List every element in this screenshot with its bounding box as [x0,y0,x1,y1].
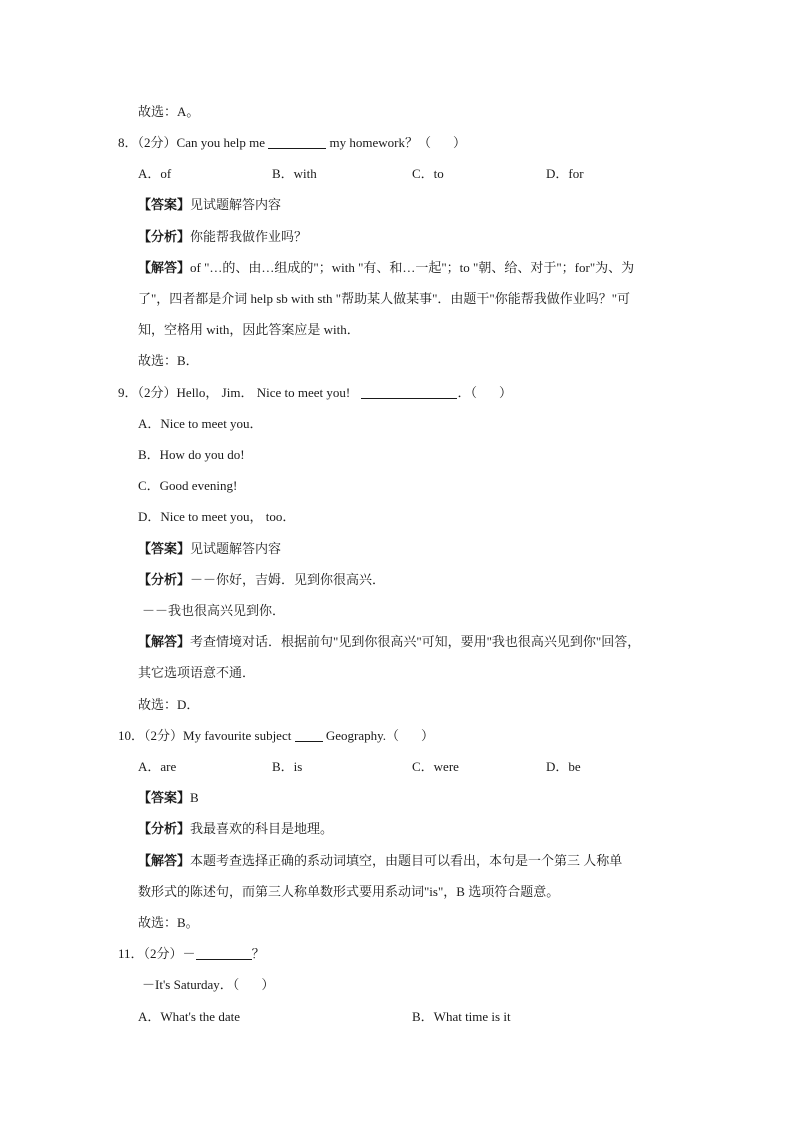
analysis-line [138,821,333,837]
answer-paren: ） [261,977,275,992]
solution-text: of "…的、由…组成的"；with "有、和…一起"；to "朝、给、对于"；for"为、为 [190,260,635,275]
question-11 [118,946,265,962]
analysis-text: 你能帮我做作业吗？ [190,229,308,244]
question-score: （2分） [137,385,177,400]
analysis-line [138,229,307,245]
answer-tag: 【答案】 [138,541,191,556]
question-score: （2分） [144,728,184,743]
solution-tag: 【解答】 [138,853,191,868]
analysis-line [138,572,385,588]
option-b: B．is [272,759,303,774]
fill-blank [268,136,326,149]
dialogue-line [142,977,274,993]
question-10 [118,728,434,744]
analysis-line: －－我也很高兴见到你． [142,603,286,618]
solution-line: 知，空格用 with，因此答案应是 with． [138,322,360,337]
answer-line [138,790,199,806]
question-8 [118,135,466,151]
answer-text: B [190,790,199,805]
analysis-text: －－你好，吉姆．见到你很高兴． [190,572,386,587]
dialogue-text: －It's Saturday．（ [142,977,240,992]
option-d: D．Nice to meet you， too． [138,509,296,524]
answer-choice-line: 故选：D． [138,697,200,712]
question-number: 11． [118,946,144,961]
solution-text: 考查情境对话．根据前句"见到你很高兴"可知，要用"我也很高兴见到你"回答， [190,634,641,649]
option-a: A．Nice to meet you． [138,416,263,431]
answer-choice-line: 故选：A。 [138,104,200,119]
answer-paren: ） [421,728,435,743]
question-number: 10． [118,728,145,743]
answer-paren: ） [452,135,466,150]
answer-choice-line: 故选：B． [138,353,199,368]
option-c: C．were [412,759,459,774]
question-score: （2分） [137,135,177,150]
option-b: B．How do you do! [138,447,245,462]
option-b: B．with [272,166,317,181]
option-d: D．for [546,166,584,181]
question-score: （2分） [143,946,183,961]
answer-paren: ） [498,385,512,400]
analysis-tag: 【分析】 [138,229,191,244]
answer-choice-line: 故选：B。 [138,915,199,930]
option-c: C．to [412,166,444,181]
analysis-text: 我最喜欢的科目是地理。 [190,821,334,836]
question-text: － [182,946,196,961]
option-a: A．are [138,759,177,774]
question-text: Geography.（ [325,728,400,743]
solution-text: 本题考查选择正确的系动词填空，由题目可以看出，本句是一个第三 人称单 [190,853,623,868]
option-a: A．What's the date [138,1009,240,1024]
question-text: Can you help me [176,135,265,150]
option-a: A．of [138,166,172,181]
answer-line [138,197,281,213]
question-9 [118,385,512,401]
option-b: B．What time is it [412,1009,511,1024]
answer-tag: 【答案】 [138,197,191,212]
question-text: ？ [251,946,265,961]
question-text: My favourite subject [183,728,292,743]
solution-line [138,260,634,276]
solution-line: 了"，四者都是介词 help sb with sth "帮助某人做某事"．由题干"你能帮我做作业吗？"可 [138,291,631,306]
solution-line: 其它选项语意不通． [138,665,256,680]
answer-tag: 【答案】 [138,790,191,805]
fill-blank [295,729,323,742]
question-text: ．（ [457,385,477,400]
option-d: D．be [546,759,581,774]
question-text: my homework？（ [329,135,431,150]
fill-blank [361,386,457,399]
question-number: 9． [118,385,138,400]
analysis-tag: 【分析】 [138,572,191,587]
solution-line: 数形式的陈述句，而第三人称单数形式要用系动词"is"，B 选项符合题意。 [138,884,560,899]
answer-line [138,541,281,557]
question-text: Hello， Jim． Nice to meet you! [176,385,351,400]
fill-blank [196,947,252,960]
solution-tag: 【解答】 [138,260,191,275]
option-c: C．Good evening! [138,478,238,493]
solution-line [138,634,640,650]
answer-text: 见试题解答内容 [190,541,282,556]
solution-line [138,853,622,869]
question-number: 8． [118,135,138,150]
analysis-tag: 【分析】 [138,821,191,836]
answer-text: 见试题解答内容 [190,197,282,212]
solution-tag: 【解答】 [138,634,191,649]
